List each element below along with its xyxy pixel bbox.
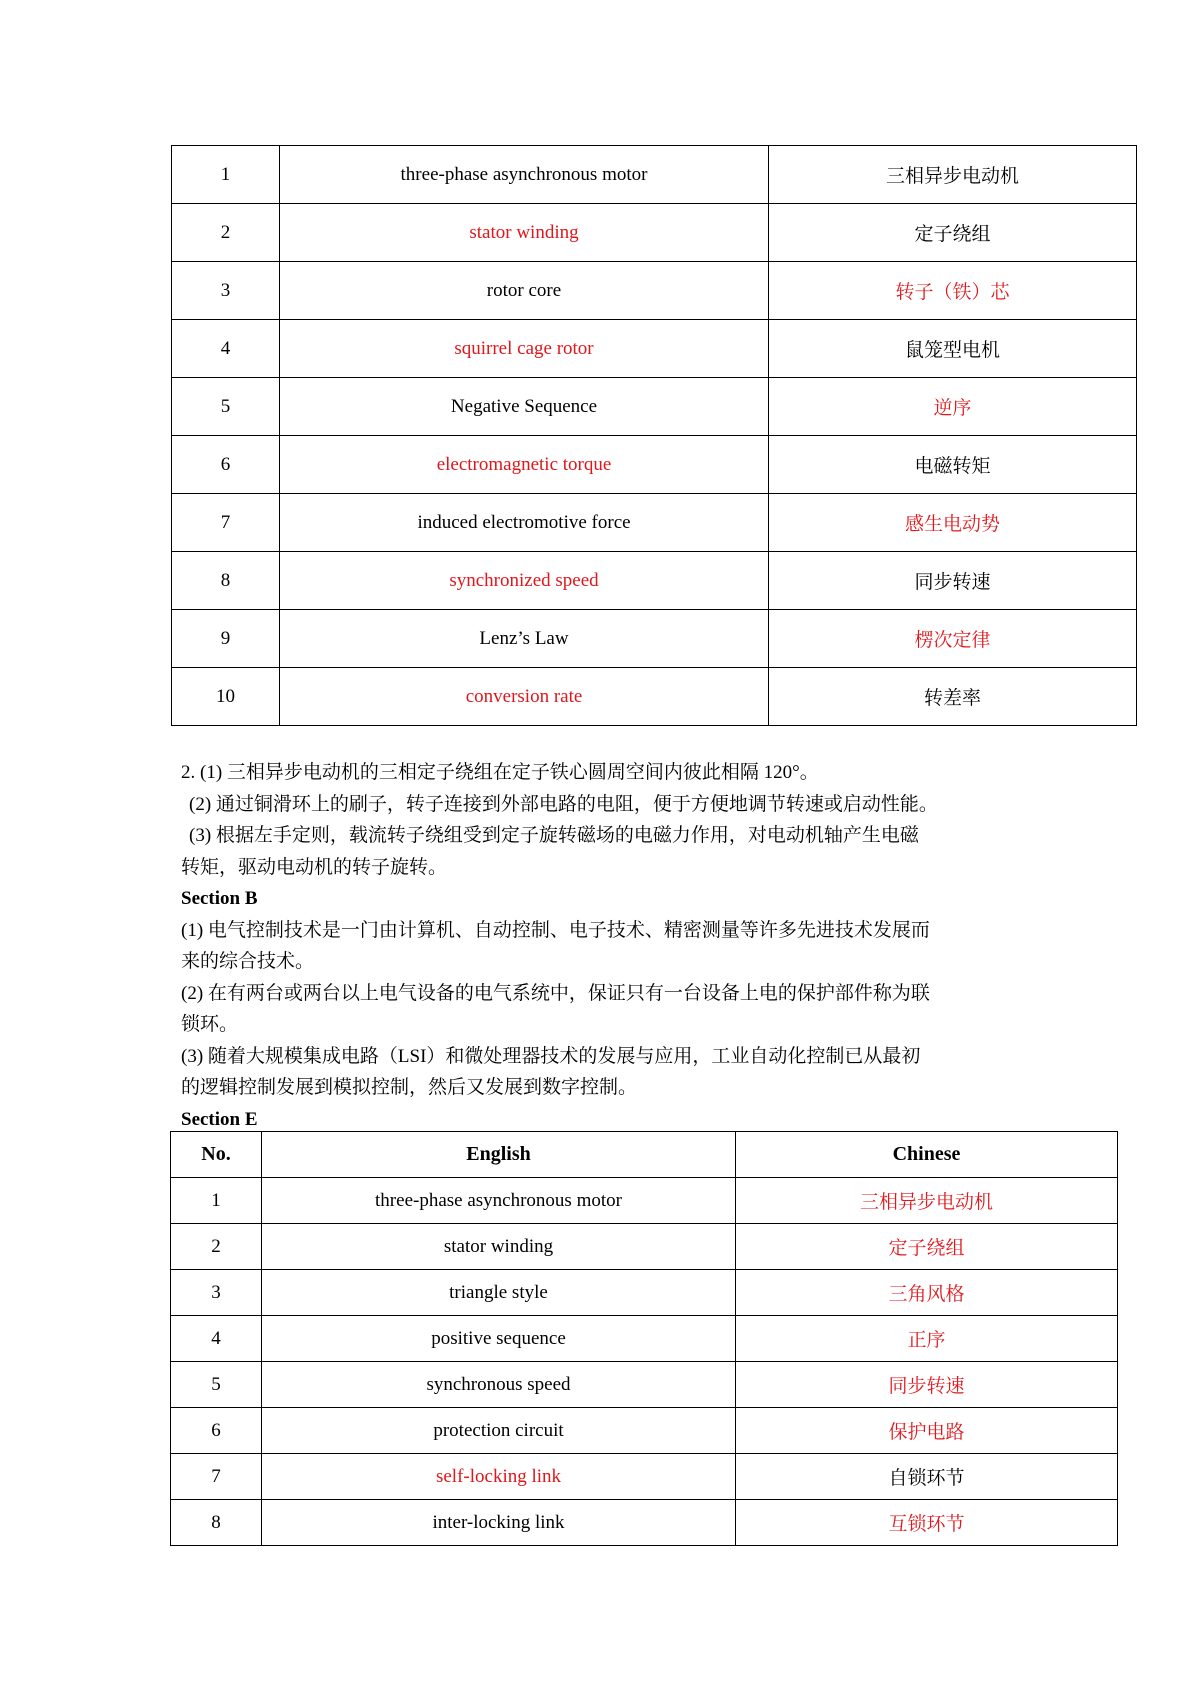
table-row xyxy=(171,1178,1118,1224)
cell-chinese: 三角风格 xyxy=(736,1270,1118,1316)
table-row xyxy=(172,668,1137,726)
cell-english: self-locking link xyxy=(262,1454,736,1500)
vocab-table-1 xyxy=(171,145,1137,726)
answer-2-1: 2. (1) 三相异步电动机的三相定子绕组在定子铁心圆周空间内彼此相隔 120°。 xyxy=(181,762,819,783)
section-b-heading: Section B xyxy=(181,888,258,909)
header-no: No. xyxy=(171,1132,262,1178)
cell-chinese: 转子（铁）芯 xyxy=(769,262,1137,320)
cell-chinese: 同步转速 xyxy=(736,1362,1118,1408)
cell-english: squirrel cage rotor xyxy=(280,320,769,378)
cell-chinese: 定子绕组 xyxy=(769,204,1137,262)
cell-no: 3 xyxy=(172,262,280,320)
cell-chinese: 正序 xyxy=(736,1316,1118,1362)
cell-no: 1 xyxy=(172,146,280,204)
cell-chinese: 楞次定律 xyxy=(769,610,1137,668)
table-row xyxy=(171,1362,1118,1408)
cell-no: 8 xyxy=(172,552,280,610)
section-b-3-line2: 的逻辑控制发展到模拟控制，然后又发展到数字控制。 xyxy=(181,1077,638,1098)
table-row xyxy=(172,262,1137,320)
vocab-table-1-body xyxy=(172,146,1137,726)
cell-chinese: 电磁转矩 xyxy=(769,436,1137,494)
cell-no: 6 xyxy=(171,1408,262,1454)
table-row xyxy=(171,1408,1118,1454)
cell-english: three-phase asynchronous motor xyxy=(262,1178,736,1224)
table-row xyxy=(172,552,1137,610)
header-chinese: Chinese xyxy=(736,1132,1118,1178)
cell-no: 3 xyxy=(171,1270,262,1316)
table-row xyxy=(172,146,1137,204)
answer-2-3-line2: 转矩，驱动电动机的转子旋转。 xyxy=(181,856,448,878)
cell-english: Negative Sequence xyxy=(280,378,769,436)
cell-chinese: 三相异步电动机 xyxy=(736,1178,1118,1224)
cell-english: conversion rate xyxy=(280,668,769,726)
cell-chinese: 转差率 xyxy=(769,668,1137,726)
cell-english: inter-locking link xyxy=(262,1500,736,1546)
section-b-2-line2: 锁环。 xyxy=(181,1014,239,1035)
cell-chinese: 互锁环节 xyxy=(736,1500,1118,1546)
cell-english: electromagnetic torque xyxy=(280,436,769,494)
cell-english: triangle style xyxy=(262,1270,736,1316)
cell-no: 5 xyxy=(171,1362,262,1408)
cell-no: 2 xyxy=(171,1224,262,1270)
section-b-3-line1: (3) 随着大规模集成电路（LSI）和微处理器技术的发展与应用，工业自动化控制已从最初 xyxy=(181,1045,921,1067)
table-row xyxy=(172,494,1137,552)
cell-chinese: 鼠笼型电机 xyxy=(769,320,1137,378)
cell-english: protection circuit xyxy=(262,1408,736,1454)
cell-english: rotor core xyxy=(280,262,769,320)
cell-english: synchronous speed xyxy=(262,1362,736,1408)
cell-no: 4 xyxy=(172,320,280,378)
section-e-heading: Section E xyxy=(181,1108,258,1130)
cell-chinese: 保护电路 xyxy=(736,1408,1118,1454)
cell-no: 4 xyxy=(171,1316,262,1362)
table-row xyxy=(171,1270,1118,1316)
cell-no: 7 xyxy=(172,494,280,552)
table-row xyxy=(172,204,1137,262)
table-row xyxy=(171,1500,1118,1546)
cell-chinese: 自锁环节 xyxy=(736,1454,1118,1500)
cell-english: Lenz’s Law xyxy=(280,610,769,668)
cell-chinese: 三相异步电动机 xyxy=(769,146,1137,204)
cell-english: induced electromotive force xyxy=(280,494,769,552)
table-row xyxy=(171,1454,1118,1500)
cell-english: positive sequence xyxy=(262,1316,736,1362)
cell-english: stator winding xyxy=(280,204,769,262)
cell-chinese: 同步转速 xyxy=(769,552,1137,610)
cell-chinese: 定子绕组 xyxy=(736,1224,1118,1270)
cell-no: 9 xyxy=(172,610,280,668)
section-b-1-line1: (1) 电气控制技术是一门由计算机、自动控制、电子技术、精密测量等许多先进技术发展而 xyxy=(181,919,930,941)
cell-no: 10 xyxy=(172,668,280,726)
answer-text xyxy=(181,757,1021,1135)
cell-no: 7 xyxy=(171,1454,262,1500)
table-row xyxy=(171,1316,1118,1362)
cell-no: 6 xyxy=(172,436,280,494)
table-row xyxy=(172,436,1137,494)
table-row xyxy=(172,610,1137,668)
cell-no: 5 xyxy=(172,378,280,436)
cell-english: stator winding xyxy=(262,1224,736,1270)
cell-chinese: 逆序 xyxy=(769,378,1137,436)
cell-english: three-phase asynchronous motor xyxy=(280,146,769,204)
table-header-row xyxy=(171,1132,1118,1178)
answer-2-3-line1: (3) 根据左手定则，载流转子绕组受到定子旋转磁场的电磁力作用，对电动机轴产生电磁 xyxy=(189,825,919,846)
cell-no: 1 xyxy=(171,1178,262,1224)
table-row xyxy=(172,378,1137,436)
vocab-table-2 xyxy=(170,1131,1118,1546)
cell-english: synchronized speed xyxy=(280,552,769,610)
cell-no: 2 xyxy=(172,204,280,262)
section-b-2-line1: (2) 在有两台或两台以上电气设备的电气系统中，保证只有一台设备上电的保护部件称为联 xyxy=(181,982,930,1004)
answer-2-2: (2) 通过铜滑环上的刷子，转子连接到外部电路的电阻，便于方便地调节转速或启动性能。 xyxy=(189,793,938,815)
table-row xyxy=(171,1224,1118,1270)
vocab-table-2-body xyxy=(171,1178,1118,1546)
cell-no: 8 xyxy=(171,1500,262,1546)
section-b-1-line2: 来的综合技术。 xyxy=(181,951,315,972)
header-english: English xyxy=(262,1132,736,1178)
table-row xyxy=(172,320,1137,378)
cell-chinese: 感生电动势 xyxy=(769,494,1137,552)
